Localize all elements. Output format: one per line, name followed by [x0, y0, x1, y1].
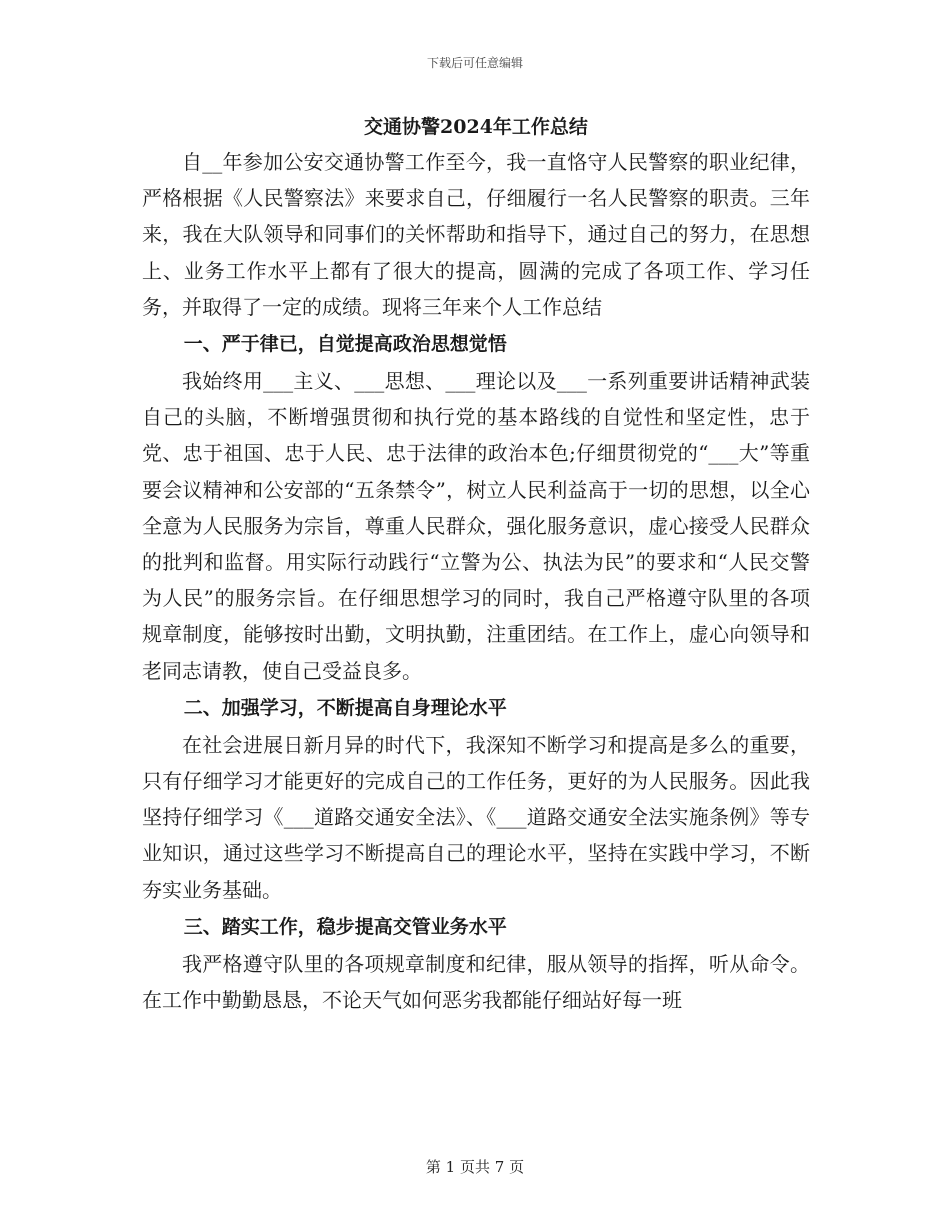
section-1-heading: 一、严于律已，自觉提高政治思想觉悟 — [183, 333, 507, 356]
page-number-footer: 第 1 页共 7 页 — [425, 1158, 525, 1176]
section-3-paragraph: 我严格遵守队里的各项规章制度和纪律，服从领导的指挥，听从命令。在工作中勤勤恳恳，不论天气如何恶劣我都能仔细站好每一班 — [142, 951, 810, 1013]
intro-paragraph: 自__年参加公安交通协警工作至今，我一直恪守人民警察的职业纪律，严格根据《人民警察法》来要求自己，仔细履行一名人民警察的职责。三年来，我在大队领导和同事们的关怀帮助和指导下，通过自己的努力，在思想上、业务工作水平上都有了很大的提高，圆满的完成了各项工作、学习任务，并取得了一定的成绩。现将三年来个人工作总结 — [142, 150, 810, 319]
document-title: 交通协警2024年工作总结 — [364, 116, 588, 138]
section-2-paragraph: 在社会进展日新月异的时代下，我深知不断学习和提高是多么的重要，只有仔细学习才能更好的完成自己的工作任务，更好的为人民服务。因此我坚持仔细学习《___道路交通安全法》、《___道路交通安全法实施条例》等专业知识，通过这些学习不断提高自己的理论水平，坚持在实践中学习，不断夯实业务基础。 — [142, 732, 810, 902]
section-1-paragraph: 我始终用___主义、___思想、___理论以及___一系列重要讲话精神武装自己的头脑，不断增强贯彻和执行党的基本路线的自觉性和坚定性，忠于党、忠于祖国、忠于人民、忠于法律的政治本色;仔细贯彻党的“___大”等重要会议精神和公安部的“五条禁令”，树立人民利益高于一切的思想，以全心全意为人民服务为宗旨，尊重人民群众，强化服务意识，虚心接受人民群众的批判和监督。用实际行动践行“立警为公、执法为民”的要求和“人民交警为人民”的服务宗旨。在仔细思想学习的同时，我自己严格遵守队里的各项规章制度，能够按时出勤，文明执勤，注重团结。在工作上，虚心向领导和老同志请教，使自己受益良多。 — [142, 369, 810, 683]
page-header-note: 下载后可任意编辑 — [426, 56, 523, 70]
section-3-heading: 三、踏实工作，稳步提高交管业务水平 — [183, 915, 507, 938]
section-2-heading: 二、加强学习，不断提高自身理论水平 — [183, 696, 507, 719]
document-body — [142, 112, 810, 1018]
